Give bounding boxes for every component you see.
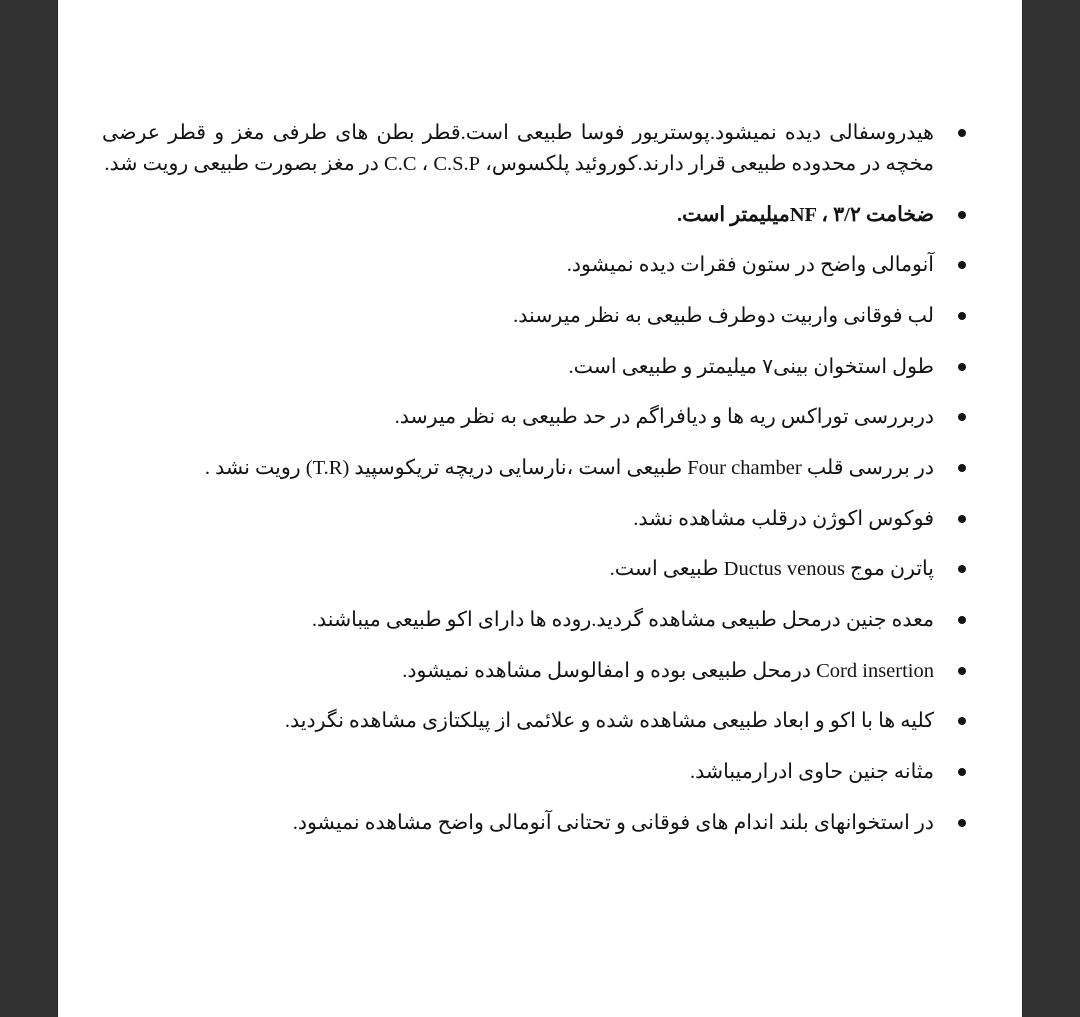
list-item [92,301,988,332]
list-item [92,706,988,737]
list-item-text: در بررسی قلب Four chamber طبیعی است ،نارسایی دریچه تریکوسپید (T.R) رویت نشد . [204,457,934,480]
list-item [92,118,988,180]
list-item [92,453,988,484]
list-item [92,504,988,535]
page-content [92,118,988,858]
list-item [92,402,988,433]
list-item [92,554,988,585]
list-item-text: معده جنین درمحل طبیعی مشاهده گردید.روده ها دارای اکو طبیعی میباشند. [311,609,934,632]
list-item-text: Cord insertion درمحل طبیعی بوده و امفالوسل مشاهده نمیشود. [402,659,934,682]
list-item-text: در استخوانهای بلند اندام های فوقانی و تحتانی آنومالی واضح مشاهده نمیشود. [292,811,934,834]
list-item [92,656,988,687]
list-item [92,250,988,281]
list-item [92,352,988,383]
bullet-icon [958,515,966,523]
bullet-icon [958,565,966,573]
bullet-icon [958,129,966,137]
bullet-icon [958,261,966,269]
list-item [92,808,988,839]
bullet-icon [958,211,966,219]
list-item-text: ضخامت NF ، ۳/۲میلیمتر است. [676,203,934,226]
list-item [92,200,988,231]
bullet-icon [958,616,966,624]
viewer-gutter-right [1022,0,1080,1017]
list-item-text: لب فوقانی واربیت دوطرف طبیعی به نظر میرسند. [513,305,934,328]
bullet-icon [958,363,966,371]
bullet-icon [958,667,966,675]
list-item-text: دربررسی توراکس ریه ها و دیافراگم در حد طبیعی به نظر میرسد. [394,406,934,429]
bullet-icon [958,312,966,320]
findings-list [92,118,988,839]
document-page [58,0,1022,1017]
bullet-icon [958,464,966,472]
list-item-text: هیدروسفالی دیده نمیشود.پوستریور فوسا طبیعی است.قطر بطن های طرفی مغز و قطر عرضی مخچه در محدوده طبیعی قرار دارند.کوروئید پلکسوس، C.C ، C.S.P در مغز بصورت طبیعی رویت شد. [102,122,934,176]
bullet-icon [958,768,966,776]
bullet-icon [958,819,966,827]
list-item-text: کلیه ها با اکو و ابعاد طبیعی مشاهده شده و علائمی از پیلکتازی مشاهده نگردید. [284,710,934,733]
list-item [92,757,988,788]
viewer-gutter-left [0,0,58,1017]
list-item-text: مثانه جنین حاوی ادرارمیباشد. [690,761,934,784]
list-item-text: طول استخوان بینی۷ میلیمتر و طبیعی است. [568,355,934,378]
list-item-text: آنومالی واضح در ستون فقرات دیده نمیشود. [566,254,934,277]
list-item-text: پاترن موج Ductus venous طبیعی است. [609,558,934,581]
bullet-icon [958,413,966,421]
bullet-icon [958,717,966,725]
list-item [92,605,988,636]
list-item-text: فوکوس اکوژن درقلب مشاهده نشد. [633,507,934,530]
